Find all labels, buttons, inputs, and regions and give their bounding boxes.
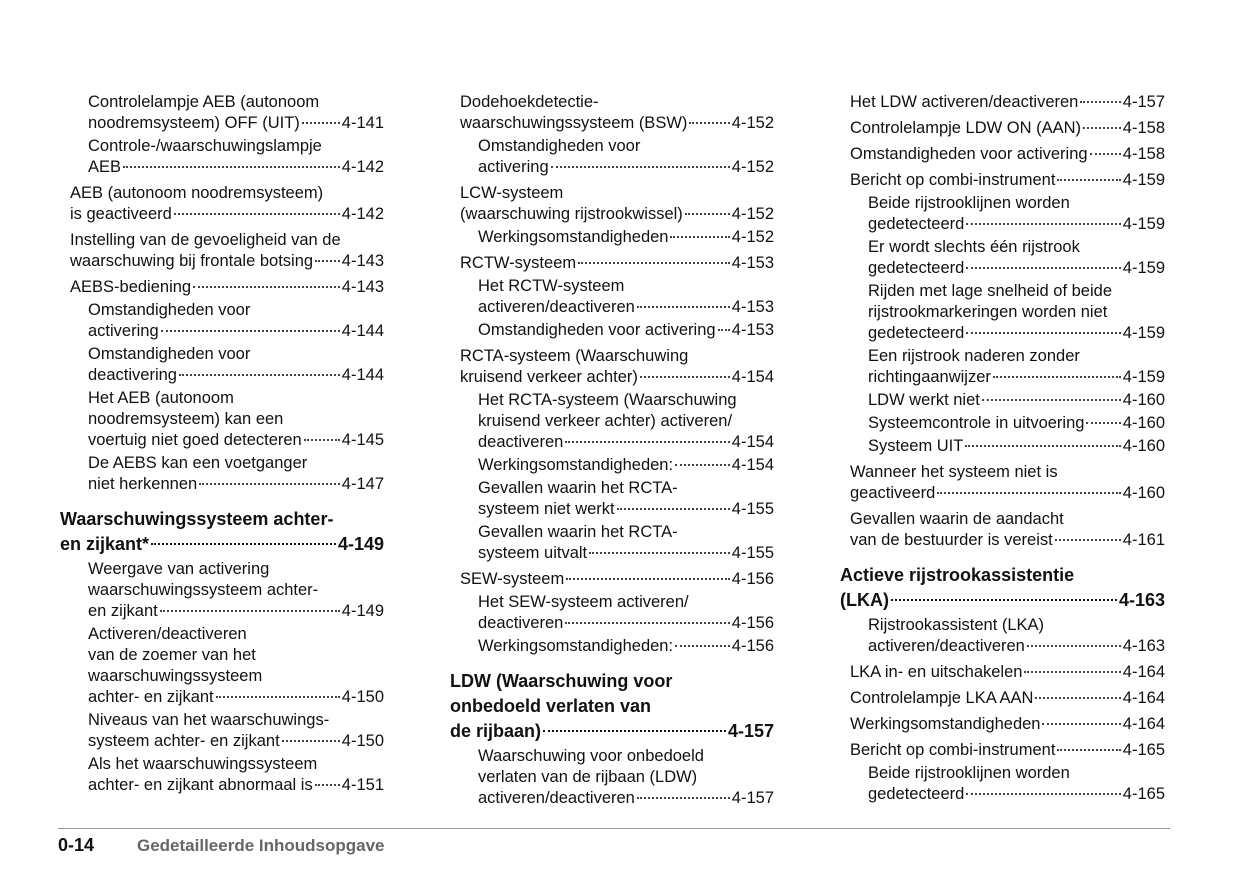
toc-entry-text: Omstandigheden voor bbox=[88, 345, 251, 363]
toc-entry[interactable] bbox=[58, 624, 384, 708]
toc-entry-text: gedetecteerd bbox=[868, 215, 965, 233]
dot-leader bbox=[993, 376, 1121, 378]
dot-leader bbox=[1027, 645, 1121, 647]
dot-leader bbox=[578, 262, 730, 264]
toc-entry-text: verlaten van de rijbaan (LDW) bbox=[478, 768, 698, 786]
toc-entry[interactable] bbox=[448, 183, 774, 225]
toc-page-number: 4-155 bbox=[731, 544, 774, 562]
toc-entry-text: Waarschuwing voor onbedoeld bbox=[478, 747, 704, 765]
toc-entry[interactable] bbox=[448, 136, 774, 178]
toc-entry[interactable] bbox=[448, 320, 774, 341]
dot-leader bbox=[543, 730, 726, 732]
toc-page-number: 4-154 bbox=[731, 368, 774, 386]
toc-page-number: 4-165 bbox=[1122, 741, 1165, 759]
dot-leader bbox=[966, 267, 1120, 269]
toc-entry[interactable] bbox=[448, 636, 774, 657]
toc-page-number: 4-150 bbox=[341, 688, 384, 706]
toc-page-number: 4-156 bbox=[731, 614, 774, 632]
toc-entry[interactable] bbox=[58, 300, 384, 342]
toc-page-number: 4-160 bbox=[1122, 414, 1165, 432]
dot-leader bbox=[315, 260, 340, 262]
dot-leader bbox=[966, 793, 1120, 795]
toc-entry-text: gedetecteerd bbox=[868, 259, 965, 277]
toc-entry-text: voertuig niet goed detecteren bbox=[88, 431, 302, 449]
dot-leader bbox=[123, 166, 340, 168]
dot-leader bbox=[640, 376, 730, 378]
dot-leader bbox=[670, 236, 729, 238]
dot-leader bbox=[637, 797, 730, 799]
toc-page-number: 4-157 bbox=[1122, 93, 1165, 111]
toc-entry-text: Het SEW-systeem activeren/ bbox=[478, 593, 689, 611]
toc-entry[interactable] bbox=[58, 183, 384, 225]
toc-entry-text: waarschuwing bij frontale botsing bbox=[70, 252, 314, 270]
toc-page-number: 4-151 bbox=[341, 776, 384, 794]
toc-entry-text: Bericht op combi-instrument bbox=[850, 741, 1056, 759]
toc-entry-text: LKA in- en uitschakelen bbox=[850, 663, 1023, 681]
toc-entry-text: geactiveerd bbox=[850, 484, 936, 502]
toc-page-number: 4-155 bbox=[731, 500, 774, 518]
toc-page-number: 4-150 bbox=[341, 732, 384, 750]
toc-page-number: 4-159 bbox=[1122, 259, 1165, 277]
toc-entry[interactable] bbox=[448, 522, 774, 564]
dot-leader bbox=[1080, 101, 1120, 103]
dot-leader bbox=[937, 492, 1120, 494]
toc-entry-text: (waarschuwing rijstrookwissel) bbox=[460, 205, 683, 223]
toc-entry-text: Gevallen waarin het RCTA- bbox=[478, 479, 678, 497]
toc-entry-text: is geactiveerd bbox=[70, 205, 172, 223]
toc-entry[interactable] bbox=[838, 92, 1165, 113]
toc-entry-text: activering bbox=[478, 158, 549, 176]
toc-entry[interactable] bbox=[838, 237, 1165, 279]
toc-entry[interactable] bbox=[838, 615, 1165, 657]
toc-entry-text: de rijbaan) bbox=[450, 721, 542, 741]
toc-page-number: 4-143 bbox=[341, 252, 384, 270]
toc-entry-text: kruisend verkeer achter) bbox=[460, 368, 638, 386]
toc-page-number: 4-144 bbox=[341, 322, 384, 340]
dot-leader bbox=[199, 483, 340, 485]
toc-entry[interactable] bbox=[448, 592, 774, 634]
toc-entry-text: Er wordt slechts één rijstrook bbox=[868, 238, 1080, 256]
toc-entry-text: onbedoeld verlaten van bbox=[450, 696, 652, 716]
toc-entry-text: achter- en zijkant abnormaal is bbox=[88, 776, 313, 794]
toc-entry-text: Het AEB (autonoom bbox=[88, 389, 234, 407]
dot-leader bbox=[304, 439, 340, 441]
toc-page-number: 4-144 bbox=[341, 366, 384, 384]
toc-entry[interactable] bbox=[838, 662, 1165, 683]
toc-entry-text: RCTW-systeem bbox=[460, 254, 577, 272]
toc-entry-text: Het RCTW-systeem bbox=[478, 277, 625, 295]
dot-leader bbox=[1083, 127, 1121, 129]
toc-entry[interactable] bbox=[448, 478, 774, 520]
toc-entry-text: LDW werkt niet bbox=[868, 391, 980, 409]
toc-page-number: 4-142 bbox=[341, 205, 384, 223]
toc-page-number: 4-142 bbox=[341, 158, 384, 176]
toc-section-heading[interactable] bbox=[58, 507, 384, 557]
toc-entry-text: Omstandigheden voor activering bbox=[478, 321, 716, 339]
toc-entry[interactable] bbox=[58, 388, 384, 451]
toc-entry-text: en zijkant bbox=[88, 602, 158, 620]
dot-leader bbox=[675, 645, 730, 647]
toc-entry-text: Wanneer het systeem niet is bbox=[850, 463, 1058, 481]
toc-page-number: 4-153 bbox=[731, 298, 774, 316]
dot-leader bbox=[718, 329, 730, 331]
toc-entry[interactable] bbox=[838, 714, 1165, 735]
dot-leader bbox=[966, 223, 1120, 225]
toc-page-number: 4-152 bbox=[731, 114, 774, 132]
dot-leader bbox=[1086, 422, 1120, 424]
toc-entry[interactable] bbox=[838, 688, 1165, 709]
toc-entry-text: Omstandigheden voor activering bbox=[850, 145, 1088, 163]
toc-entry[interactable] bbox=[838, 281, 1165, 344]
toc-page-number: 4-163 bbox=[1122, 637, 1165, 655]
toc-entry-text: Controlelampje AEB (autonoom bbox=[88, 93, 320, 111]
toc-entry[interactable] bbox=[838, 413, 1165, 434]
toc-entry-text: Controlelampje LDW ON (AAN) bbox=[850, 119, 1082, 137]
toc-page-number: 4-149 bbox=[341, 602, 384, 620]
toc-entry-text: noodremsysteem) kan een bbox=[88, 410, 284, 428]
footer-divider bbox=[58, 828, 1170, 829]
toc-page-number: 4-164 bbox=[1122, 715, 1165, 733]
dot-leader bbox=[1035, 697, 1120, 699]
toc-page-number: 4-159 bbox=[1122, 215, 1165, 233]
toc-section-heading[interactable] bbox=[838, 563, 1165, 613]
toc-entry[interactable] bbox=[58, 453, 384, 495]
toc-page-number: 4-160 bbox=[1122, 484, 1165, 502]
toc-entry[interactable] bbox=[58, 754, 384, 796]
footer-page-number: 0-14 bbox=[58, 835, 95, 855]
toc-page-number: 4-159 bbox=[1122, 171, 1165, 189]
toc-page-number: 4-147 bbox=[341, 475, 384, 493]
dot-leader bbox=[161, 330, 340, 332]
toc-entry-text: LDW (Waarschuwing voor bbox=[450, 671, 673, 691]
toc-section-heading[interactable] bbox=[448, 669, 774, 744]
toc-entry-text: systeem achter- en zijkant bbox=[88, 732, 280, 750]
dot-leader bbox=[617, 508, 730, 510]
toc-entry-text: gedetecteerd bbox=[868, 324, 965, 342]
toc-entry-text: Waarschuwingssysteem achter- bbox=[60, 509, 334, 529]
toc-entry-text: Beide rijstrooklijnen worden bbox=[868, 764, 1070, 782]
toc-entry-text: rijstrookmarkeringen worden niet bbox=[868, 303, 1108, 321]
toc-page-number: 4-152 bbox=[731, 158, 774, 176]
toc-entry[interactable] bbox=[58, 277, 384, 298]
toc-entry[interactable] bbox=[838, 144, 1165, 165]
toc-entry[interactable] bbox=[448, 746, 774, 809]
dot-leader bbox=[1042, 723, 1120, 725]
dot-leader bbox=[965, 445, 1120, 447]
dot-leader bbox=[685, 213, 730, 215]
toc-entry-text: Controlelampje LKA AAN bbox=[850, 689, 1034, 707]
toc-entry[interactable] bbox=[838, 390, 1165, 411]
dot-leader bbox=[160, 610, 340, 612]
toc-entry-text: Beide rijstrooklijnen worden bbox=[868, 194, 1070, 212]
toc-entry-text: activeren/deactiveren bbox=[478, 789, 635, 807]
toc-entry-text: AEB bbox=[88, 158, 122, 176]
toc-entry-text: Het RCTA-systeem (Waarschuwing bbox=[478, 391, 737, 409]
toc-entry-text: systeem uitvalt bbox=[478, 544, 588, 562]
toc-page-number: 4-141 bbox=[341, 114, 384, 132]
toc-entry-text: Een rijstrook naderen zonder bbox=[868, 347, 1080, 365]
dot-leader bbox=[1024, 671, 1120, 673]
dot-leader bbox=[565, 441, 729, 443]
toc-entry-text: deactiveren bbox=[478, 433, 564, 451]
toc-page-number: 4-159 bbox=[1122, 324, 1165, 342]
toc-page-number: 4-153 bbox=[731, 321, 774, 339]
toc-entry-text: en zijkant* bbox=[60, 534, 150, 554]
dot-leader bbox=[982, 399, 1121, 401]
dot-leader bbox=[966, 332, 1120, 334]
toc-entry[interactable] bbox=[448, 253, 774, 274]
dot-leader bbox=[1057, 179, 1120, 181]
toc-entry[interactable] bbox=[58, 710, 384, 752]
dot-leader bbox=[315, 784, 340, 786]
toc-entry[interactable] bbox=[838, 763, 1165, 805]
toc-page-number: 4-152 bbox=[731, 228, 774, 246]
toc-entry-text: SEW-systeem bbox=[460, 570, 565, 588]
dot-leader bbox=[1090, 153, 1121, 155]
toc-column-3 bbox=[838, 92, 1165, 805]
toc-entry-text: Werkingsomstandigheden: bbox=[478, 456, 674, 474]
toc-entry-text: AEB (autonoom noodremsysteem) bbox=[70, 184, 324, 202]
toc-entry-text: deactivering bbox=[88, 366, 177, 384]
dot-leader bbox=[151, 543, 336, 545]
toc-entry-text: AEBS-bediening bbox=[70, 278, 192, 296]
toc-entry-text: activeren/deactiveren bbox=[478, 298, 635, 316]
toc-entry-text: (LKA) bbox=[840, 590, 889, 610]
toc-entry[interactable] bbox=[838, 740, 1165, 761]
toc-page-number: 4-157 bbox=[727, 721, 774, 741]
toc-entry-text: van de bestuurder is vereist bbox=[850, 531, 1053, 549]
toc-entry-text: Bericht op combi-instrument bbox=[850, 171, 1056, 189]
dot-leader bbox=[551, 166, 730, 168]
toc-entry-text: Rijstrookassistent (LKA) bbox=[868, 616, 1045, 634]
toc-entry-text: waarschuwingssysteem achter- bbox=[88, 581, 319, 599]
toc-entry-text: Systeem UIT bbox=[868, 437, 964, 455]
dot-leader bbox=[193, 286, 340, 288]
toc-entry-text: Werkingsomstandigheden: bbox=[478, 637, 674, 655]
toc-entry[interactable] bbox=[838, 346, 1165, 388]
toc-entry[interactable] bbox=[448, 92, 774, 134]
toc-entry[interactable] bbox=[838, 170, 1165, 191]
dot-leader bbox=[216, 696, 340, 698]
toc-page-number: 4-161 bbox=[1122, 531, 1165, 549]
toc-entry-text: Rijden met lage snelheid of beide bbox=[868, 282, 1112, 300]
toc-entry-text: kruisend verkeer achter) activeren/ bbox=[478, 412, 733, 430]
toc-entry-text: De AEBS kan een voetganger bbox=[88, 454, 308, 472]
toc-entry[interactable] bbox=[58, 344, 384, 386]
toc-entry[interactable] bbox=[838, 509, 1165, 551]
dot-leader bbox=[891, 599, 1117, 601]
toc-entry[interactable] bbox=[58, 230, 384, 272]
dot-leader bbox=[282, 740, 340, 742]
toc-entry[interactable] bbox=[448, 276, 774, 318]
toc-entry-text: Activeren/deactiveren bbox=[88, 625, 247, 643]
toc-entry-text: Omstandigheden voor bbox=[478, 137, 641, 155]
toc-entry-text: Actieve rijstrookassistentie bbox=[840, 565, 1075, 585]
toc-entry[interactable] bbox=[448, 390, 774, 453]
toc-entry-text: Gevallen waarin het RCTA- bbox=[478, 523, 678, 541]
toc-entry-text: Het LDW activeren/deactiveren bbox=[850, 93, 1079, 111]
toc-entry-text: van de zoemer van het bbox=[88, 646, 256, 664]
toc-page-number: 4-158 bbox=[1122, 145, 1165, 163]
toc-entry-text: systeem niet werkt bbox=[478, 500, 615, 518]
toc-page-number: 4-143 bbox=[341, 278, 384, 296]
toc-entry[interactable] bbox=[448, 346, 774, 388]
toc-entry-text: Niveaus van het waarschuwings- bbox=[88, 711, 330, 729]
toc-entry-text: LCW-systeem bbox=[460, 184, 564, 202]
toc-entry-text: Instelling van de gevoeligheid van de bbox=[70, 231, 341, 249]
dot-leader bbox=[689, 122, 729, 124]
toc-page-number: 4-165 bbox=[1122, 785, 1165, 803]
toc-page-number: 4-157 bbox=[731, 789, 774, 807]
toc-entry-text: niet herkennen bbox=[88, 475, 198, 493]
toc-entry-text: gedetecteerd bbox=[868, 785, 965, 803]
toc-page-number: 4-156 bbox=[731, 637, 774, 655]
dot-leader bbox=[302, 122, 340, 124]
toc-entry[interactable] bbox=[838, 118, 1165, 139]
toc-page-number: 4-164 bbox=[1122, 689, 1165, 707]
dot-leader bbox=[1057, 749, 1120, 751]
toc-page-number: 4-154 bbox=[731, 433, 774, 451]
toc-entry-text: Als het waarschuwingssysteem bbox=[88, 755, 318, 773]
toc-page-number: 4-154 bbox=[731, 456, 774, 474]
toc-column-1 bbox=[58, 92, 384, 796]
toc-entry[interactable] bbox=[838, 436, 1165, 457]
toc-page-number: 4-159 bbox=[1122, 368, 1165, 386]
toc-page-number: 4-164 bbox=[1122, 663, 1165, 681]
toc-entry[interactable] bbox=[58, 559, 384, 622]
toc-page-number: 4-160 bbox=[1122, 437, 1165, 455]
toc-entry-text: activering bbox=[88, 322, 159, 340]
toc-entry-text: Gevallen waarin de aandacht bbox=[850, 510, 1064, 528]
toc-entry-text: RCTA-systeem (Waarschuwing bbox=[460, 347, 689, 365]
toc-entry-text: Systeemcontrole in uitvoering bbox=[868, 414, 1085, 432]
toc-page-number: 4-149 bbox=[337, 534, 384, 554]
dot-leader bbox=[179, 374, 340, 376]
toc-page-number: 4-152 bbox=[731, 205, 774, 223]
dot-leader bbox=[637, 306, 730, 308]
toc-entry[interactable] bbox=[448, 455, 774, 476]
toc-entry-text: richtingaanwijzer bbox=[868, 368, 991, 386]
toc-entry-text: Weergave van activering bbox=[88, 560, 270, 578]
toc-entry[interactable] bbox=[58, 92, 384, 134]
toc-column-2 bbox=[448, 92, 774, 809]
toc-entry[interactable] bbox=[448, 227, 774, 248]
toc-entry-text: waarschuwingssysteem bbox=[88, 667, 263, 685]
toc-entry-text: noodremsysteem) OFF (UIT) bbox=[88, 114, 300, 132]
toc-entry-text: Omstandigheden voor bbox=[88, 301, 251, 319]
toc-page-number: 4-163 bbox=[1118, 590, 1165, 610]
toc-entry[interactable] bbox=[448, 569, 774, 590]
footer-title: Gedetailleerde Inhoudsopgave bbox=[137, 836, 385, 855]
toc-page-number: 4-153 bbox=[731, 254, 774, 272]
dot-leader bbox=[589, 552, 730, 554]
toc-entry-text: waarschuwingssysteem (BSW) bbox=[460, 114, 688, 132]
dot-leader bbox=[566, 578, 730, 580]
toc-entry-text: activeren/deactiveren bbox=[868, 637, 1025, 655]
dot-leader bbox=[1055, 539, 1121, 541]
toc-entry-text: achter- en zijkant bbox=[88, 688, 214, 706]
toc-page-number: 4-145 bbox=[341, 431, 384, 449]
toc-entry[interactable] bbox=[838, 193, 1165, 235]
toc-entry-text: Controle-/waarschuwingslampje bbox=[88, 137, 322, 155]
toc-entry-text: Werkingsomstandigheden bbox=[478, 228, 669, 246]
toc-entry[interactable] bbox=[58, 136, 384, 178]
toc-entry-text: Dodehoekdetectie- bbox=[460, 93, 599, 111]
toc-page-number: 4-158 bbox=[1122, 119, 1165, 137]
toc-page-number: 4-156 bbox=[731, 570, 774, 588]
dot-leader bbox=[174, 213, 340, 215]
toc-entry-text: deactiveren bbox=[478, 614, 564, 632]
dot-leader bbox=[675, 464, 730, 466]
toc-page-number: 4-160 bbox=[1122, 391, 1165, 409]
toc-entry-text: Werkingsomstandigheden bbox=[850, 715, 1041, 733]
dot-leader bbox=[565, 622, 729, 624]
toc-entry[interactable] bbox=[838, 462, 1165, 504]
